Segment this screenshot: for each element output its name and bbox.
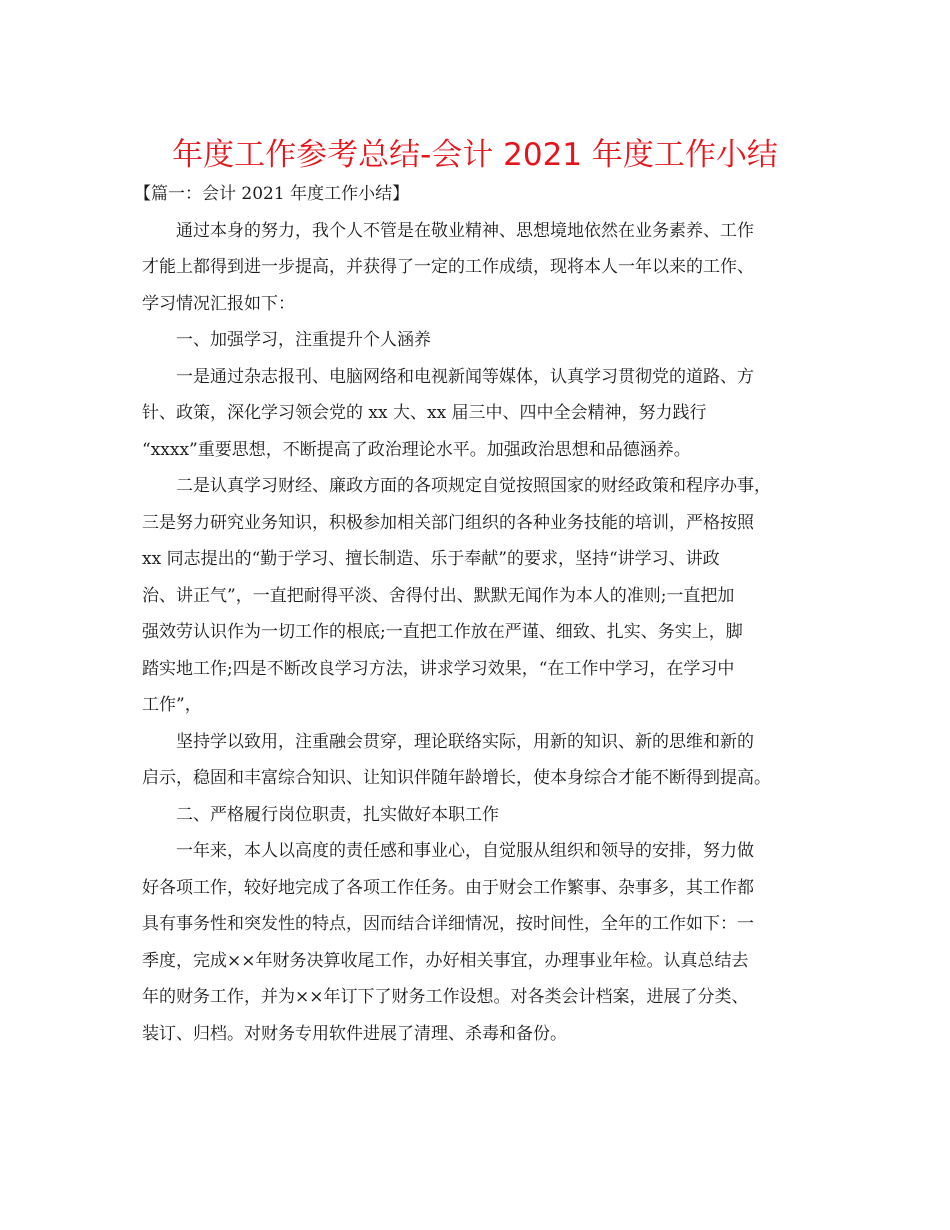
document-subtitle: 【篇一：会计 2021 年度工作小结】 — [134, 184, 410, 204]
text-line: 二是认真学习财经、廉政方面的各项规定自觉按照国家的财经政策和程序办事， — [176, 476, 771, 496]
text-line: 工作”， — [142, 695, 202, 715]
text-line: 强效劳认识作为一切工作的根底;一直把工作放在严谨、细致、扎实、务实上，脚 — [142, 622, 743, 642]
text-line: 针、政策，深化学习领会党的 xx 大、xx 届三中、四中全会精神，努力践行 — [142, 403, 707, 423]
document-title: 年度工作参考总结-会计 2021 年度工作小结 — [172, 137, 778, 173]
text-line: 踏实地工作;四是不断改良学习方法，讲求学习效果，“在工作中学习，在学习中 — [142, 658, 735, 679]
text-line: xx 同志提出的“勤于学习、擅长制造、乐于奉献”的要求，坚持“讲学习、讲政 — [142, 549, 720, 569]
text-line: 才能上都得到进一步提高，并获得了一定的工作成绩，现将本人一年以来的工作、 — [142, 257, 754, 277]
text-line: 具有事务性和突发性的特点，因而结合详细情况，按时间性，全年的工作如下：一 — [142, 914, 754, 934]
text-line: 启示，稳固和丰富综合知识、让知识伴随年龄增长，使本身综合才能不断得到提高。 — [142, 768, 771, 788]
document-body — [134, 176, 810, 1052]
text-line: 年的财务工作，并为××年订下了财务工作设想。对各类会计档案，进展了分类、 — [142, 987, 749, 1007]
text-line: 装订、归档。对财务专用软件进展了清理、杀毒和备份。 — [142, 1023, 567, 1044]
text-line: 季度，完成××年财务决算收尾工作，办好相关事宜，办理事业年检。认真总结去 — [142, 950, 749, 971]
text-line: 好各项工作，较好地完成了各项工作任务。由于财会工作繁事、杂事多，其工作都 — [142, 877, 754, 898]
text-line: 一年来，本人以高度的责任感和事业心，自觉服从组织和领导的安排，努力做 — [176, 841, 754, 861]
text-line: 通过本身的努力，我个人不管是在敬业精神、思想境地依然在业务素养、工作 — [176, 220, 754, 241]
text-line: 坚持学以致用，注重融会贯穿，理论联络实际，用新的知识、新的思维和新的 — [176, 731, 754, 752]
text-line: “xxxx”重要思想，不断提高了政治理论水平。加强政治思想和品德涵养。 — [142, 439, 691, 460]
text-line: 二、严格履行岗位职责，扎实做好本职工作 — [176, 804, 499, 825]
text-line: 治、讲正气”，一直把耐得平淡、舍得付出、默默无闻作为本人的准则;一直把加 — [142, 585, 735, 606]
text-line: 一是通过杂志报刊、电脑网络和电视新闻等媒体，认真学习贯彻党的道路、方 — [176, 366, 754, 387]
text-line: 学习情况汇报如下： — [142, 293, 295, 314]
text-line: 一、加强学习，注重提升个人涵养 — [176, 330, 431, 350]
text-line: 三是努力研究业务知识，积极参加相关部门组织的各种业务技能的培训，严格按照 — [142, 512, 754, 533]
